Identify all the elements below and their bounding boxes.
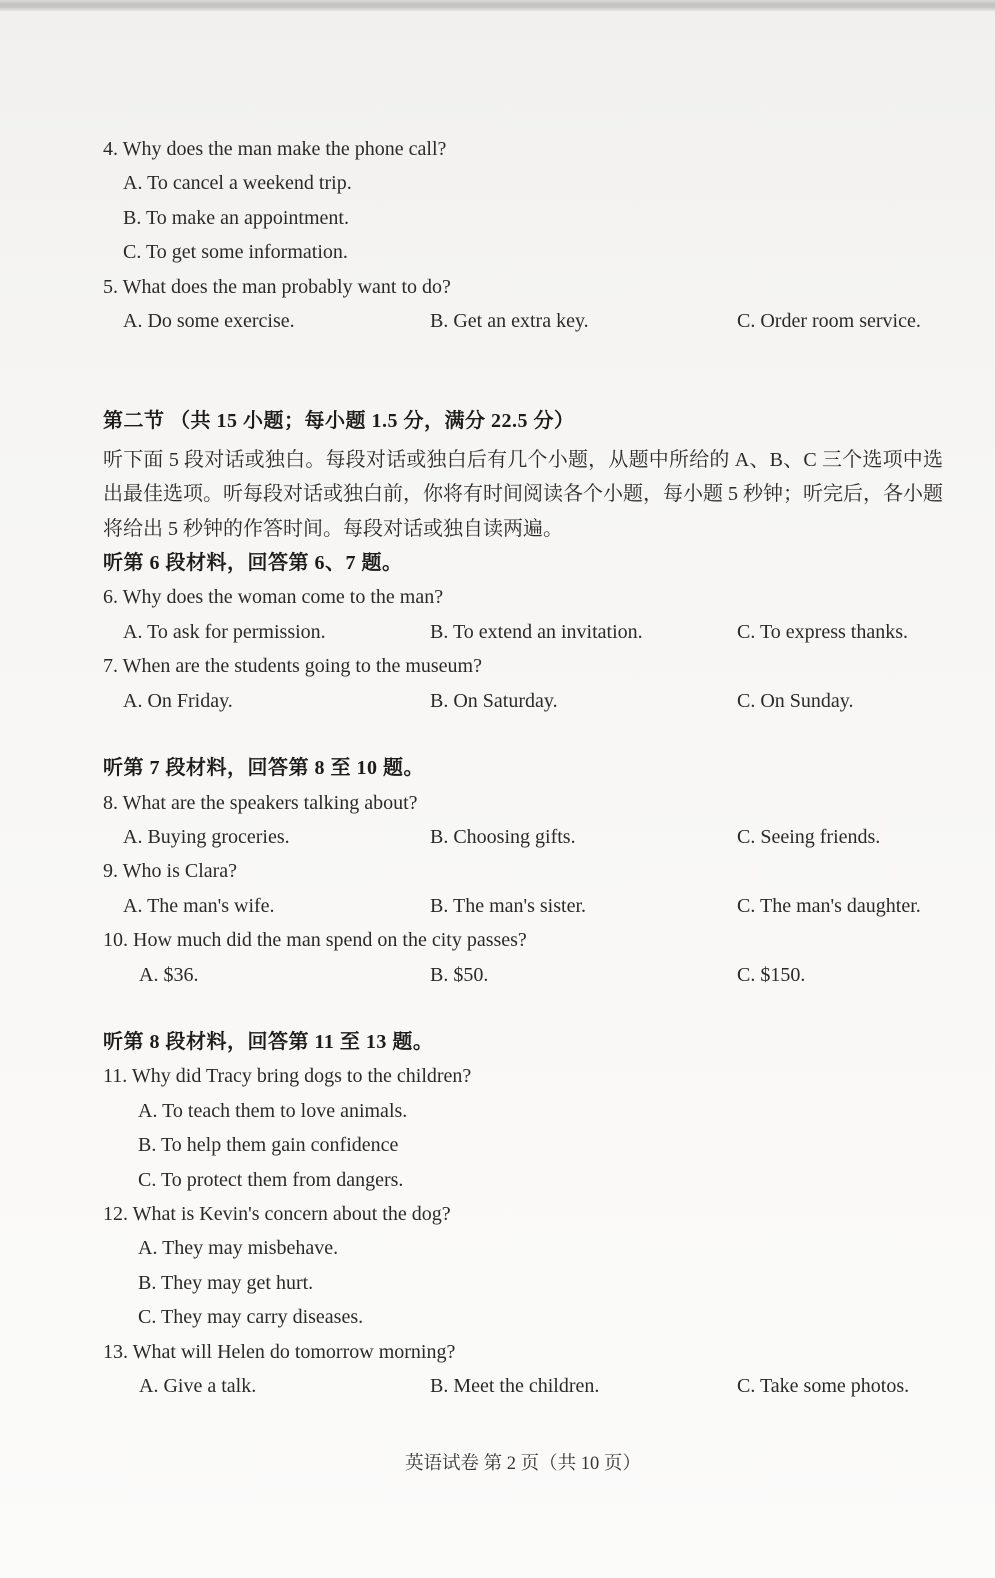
scan-artifact-bar xyxy=(0,0,995,11)
question-13 xyxy=(103,1335,943,1404)
question-10-option-c: C. $150. xyxy=(737,963,806,986)
question-13-options xyxy=(103,1369,943,1403)
material-7 xyxy=(103,751,943,992)
question-5-options xyxy=(103,304,943,338)
question-5-option-a: A. Do some exercise. xyxy=(123,310,295,333)
question-6-options xyxy=(103,615,943,649)
question-6-text: 6. Why does the woman come to the man? xyxy=(103,586,444,609)
question-7-option-b: B. On Saturday. xyxy=(430,689,558,712)
question-10-options xyxy=(103,958,943,992)
question-13-text: 13. What will Helen do tomorrow morning? xyxy=(103,1340,456,1363)
question-9-options xyxy=(103,889,943,923)
question-10-option-a: A. $36. xyxy=(139,963,199,986)
exam-page-content xyxy=(0,11,995,1479)
section-2-heading: 第二节 （共 15 小题；每小题 1.5 分，满分 22.5 分） xyxy=(103,410,575,433)
question-9-option-a: A. The man's wife. xyxy=(123,894,275,917)
question-4-option-b: B. To make an appointment. xyxy=(123,206,349,229)
question-4 xyxy=(103,132,943,270)
question-8-option-c: C. Seeing friends. xyxy=(737,825,881,848)
question-9 xyxy=(103,854,943,923)
question-7-options xyxy=(103,684,943,718)
question-7 xyxy=(103,649,943,718)
question-10-option-b: B. $50. xyxy=(430,963,489,986)
question-9-option-c: C. The man's daughter. xyxy=(737,894,921,917)
material-6-heading: 听第 6 段材料，回答第 6、7 题。 xyxy=(103,552,403,575)
question-8-option-a: A. Buying groceries. xyxy=(123,825,290,848)
question-11-text: 11. Why did Tracy bring dogs to the children? xyxy=(103,1065,472,1088)
question-11-option-a: A. To teach them to love animals. xyxy=(138,1099,408,1122)
material-6 xyxy=(103,546,943,718)
question-13-option-a: A. Give a talk. xyxy=(139,1375,257,1397)
page-footer: 英语试卷 第 2 页（共 10 页） xyxy=(405,1454,641,1475)
question-6-option-c: C. To express thanks. xyxy=(737,620,908,643)
question-9-text: 9. Who is Clara? xyxy=(103,860,238,883)
question-4-option-c: C. To get some information. xyxy=(123,241,348,264)
question-11 xyxy=(103,1059,943,1197)
question-5-option-c: C. Order room service. xyxy=(737,310,921,333)
question-8 xyxy=(103,786,943,855)
question-12-option-c: C. They may carry diseases. xyxy=(138,1306,364,1329)
question-4-option-a: A. To cancel a weekend trip. xyxy=(123,172,352,195)
question-11-option-b: B. To help them gain confidence xyxy=(138,1134,399,1157)
material-7-heading: 听第 7 段材料，回答第 8 至 10 题。 xyxy=(103,757,424,780)
question-6 xyxy=(103,580,943,649)
question-8-options xyxy=(103,820,943,854)
question-8-text: 8. What are the speakers talking about? xyxy=(103,791,418,814)
question-4-text: 4. Why does the man make the phone call? xyxy=(103,138,447,160)
question-12 xyxy=(103,1197,943,1335)
question-9-option-b: B. The man's sister. xyxy=(430,894,587,917)
material-8 xyxy=(103,1025,943,1403)
section-2-instructions: 听下面 5 段对话或独白。每段对话或独白后有几个小题，从题中所给的 A、B、C 三个选项中选出最佳选项。听每段对话或独白前，你将有时间阅读各个小题，每小题 5 秒钟；听完后，各小题将给出 5 秒钟的作答时间。每段对话或独自读两遍。 xyxy=(103,448,943,540)
question-12-text: 12. What is Kevin's concern about the dog? xyxy=(103,1202,451,1225)
question-6-option-a: A. To ask for permission. xyxy=(123,620,326,643)
question-7-option-c: C. On Sunday. xyxy=(737,689,854,712)
question-5-text: 5. What does the man probably want to do? xyxy=(103,275,451,298)
question-7-text: 7. When are the students going to the museum? xyxy=(103,655,482,678)
question-13-option-b: B. Meet the children. xyxy=(430,1375,600,1397)
question-5-option-b: B. Get an extra key. xyxy=(430,310,589,333)
material-8-heading: 听第 8 段材料，回答第 11 至 13 题。 xyxy=(103,1030,434,1053)
question-8-option-b: B. Choosing gifts. xyxy=(430,825,576,848)
question-10 xyxy=(103,923,943,992)
question-7-option-a: A. On Friday. xyxy=(123,689,233,712)
question-12-option-b: B. They may get hurt. xyxy=(138,1271,314,1294)
question-12-option-a: A. They may misbehave. xyxy=(138,1237,339,1260)
question-6-option-b: B. To extend an invitation. xyxy=(430,620,643,643)
question-10-text: 10. How much did the man spend on the city passes? xyxy=(103,929,527,952)
question-5 xyxy=(103,270,943,339)
question-13-option-c: C. Take some photos. xyxy=(737,1375,910,1397)
question-11-option-c: C. To protect them from dangers. xyxy=(138,1168,404,1191)
